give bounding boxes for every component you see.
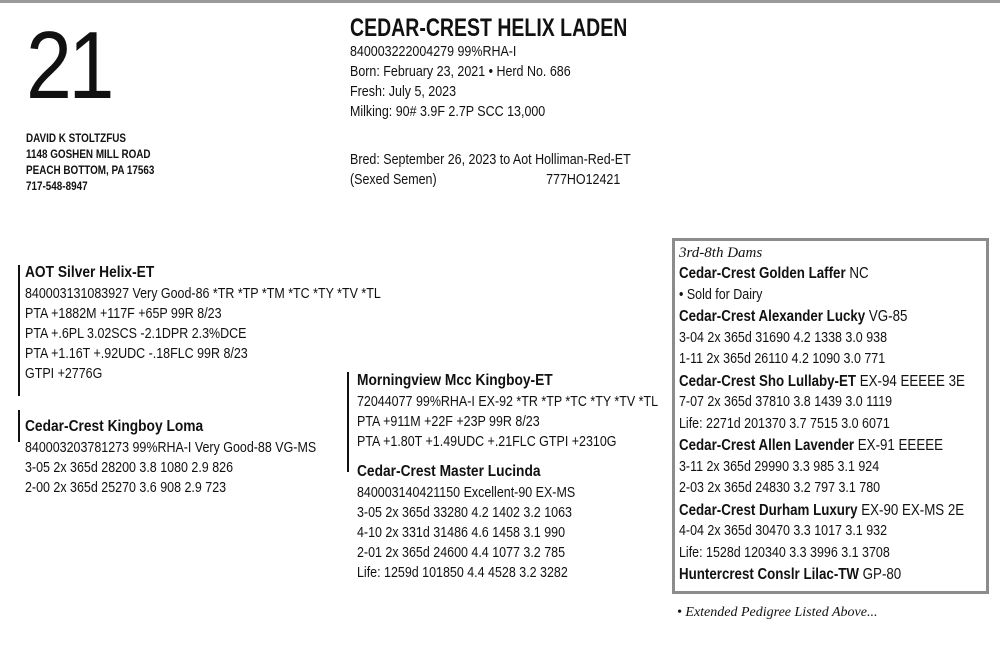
animal-born: Born: February 23, 2021 • Herd No. 686 bbox=[350, 64, 571, 80]
dam-lines bbox=[25, 438, 364, 498]
dam-entry-score: EX-90 EX-MS 2E bbox=[857, 501, 965, 519]
dam-record-line: 2-00 2x 365d 25270 3.6 908 2.9 723 bbox=[25, 480, 227, 496]
dam-entry-header bbox=[679, 306, 965, 328]
animal-milking: Milking: 90# 3.9F 2.7P SCC 13,000 bbox=[350, 104, 546, 120]
dam-entry-name: Cedar-Crest Durham Luxury bbox=[679, 501, 858, 519]
semen-type: (Sexed Semen) bbox=[350, 172, 437, 188]
dam-entry-score: EX-94 EEEEE 3E bbox=[856, 372, 965, 390]
maternal-dam-record-line: 4-10 2x 331d 31486 4.6 1458 3.1 990 bbox=[357, 525, 566, 541]
maternal-sire-name: Morningview Mcc Kingboy-ET bbox=[357, 372, 553, 389]
dam-entry-header bbox=[679, 435, 965, 457]
dam-entries bbox=[679, 263, 1000, 586]
sire-lines bbox=[25, 284, 439, 384]
dam-entry-line: 3-11 2x 365d 29990 3.3 985 3.1 924 bbox=[679, 458, 880, 475]
dam-name: Cedar-Crest Kingboy Loma bbox=[25, 418, 204, 435]
dam-entry-line: 4-04 2x 365d 30470 3.3 1017 3.1 932 bbox=[679, 523, 888, 539]
dam-entry-line: Life: 2271d 201370 3.7 7515 3.0 6071 bbox=[679, 415, 890, 432]
dam-entry-score: EX-91 EEEEE bbox=[854, 437, 943, 454]
maternal-bracket bbox=[347, 372, 349, 472]
extended-pedigree-note: • Extended Pedigree Listed Above... bbox=[677, 605, 878, 620]
maternal-dam-record-line: 3-05 2x 365d 33280 4.2 1402 3.2 1063 bbox=[357, 505, 572, 521]
sire-info-line: PTA +1882M +117F +65P 99R 8/23 bbox=[25, 306, 222, 322]
lot-number: 21 bbox=[26, 12, 111, 119]
dam-entry-name: Cedar-Crest Allen Lavender bbox=[679, 437, 855, 454]
consignor-block bbox=[26, 131, 154, 195]
dam-entry-score: NC bbox=[845, 265, 869, 282]
maternal-dam-record-line: 840003140421150 Excellent-90 EX-MS bbox=[357, 485, 576, 501]
dam-record-line: 840003203781273 99%RHA-I Very Good-88 VG-MS bbox=[25, 440, 317, 456]
sire-info-line: PTA +1.16T +.92UDC -.18FLC 99R 8/23 bbox=[25, 346, 248, 362]
maternal-dam-block bbox=[357, 461, 611, 583]
maternal-dam-record-line: 2-01 2x 365d 24600 4.4 1077 3.2 785 bbox=[357, 545, 566, 561]
sire-bracket bbox=[18, 265, 20, 396]
semen-row bbox=[350, 170, 694, 190]
dams-box-heading: 3rd-8th Dams bbox=[679, 245, 763, 261]
dam-entry-line: 7-07 2x 365d 37810 3.8 1439 3.0 1119 bbox=[679, 394, 893, 410]
dam-entry-line: • Sold for Dairy bbox=[679, 286, 763, 303]
sire-name: AOT Silver Helix-ET bbox=[25, 264, 155, 281]
animal-header bbox=[350, 14, 706, 122]
maternal-dam-lines bbox=[357, 483, 611, 583]
dam-entry-header bbox=[679, 371, 965, 393]
maternal-sire-info-line: PTA +1.80T +1.49UDC +.21FLC GTPI +2310G bbox=[357, 434, 617, 450]
maternal-sire-lines bbox=[357, 392, 707, 452]
animal-fresh: Fresh: July 5, 2023 bbox=[350, 84, 457, 100]
dam-entry-name: Cedar-Crest Alexander Lucky bbox=[679, 308, 866, 325]
dams-box-content bbox=[679, 244, 1000, 586]
dam-entry-name: Cedar-Crest Sho Lullaby-ET bbox=[679, 372, 857, 390]
consignor-address1: 1148 GOSHEN MILL ROAD bbox=[26, 149, 151, 161]
bred-block bbox=[350, 150, 750, 190]
dam-entry-line: 3-04 2x 365d 31690 4.2 1338 3.0 938 bbox=[679, 329, 888, 346]
consignor-address2: PEACH BOTTOM, PA 17563 bbox=[26, 165, 155, 177]
semen-code: 777HO12421 bbox=[546, 172, 621, 188]
consignor-name: DAVID K STOLTZFUS bbox=[26, 133, 127, 145]
maternal-sire-info-line: 72044077 99%RHA-I EX-92 *TR *TP *TC *TY *TV *TL bbox=[357, 394, 659, 410]
dam-entry-name: Huntercrest Conslr Lilac-TW bbox=[679, 566, 859, 583]
consignor-phone: 717-548-8947 bbox=[26, 181, 88, 193]
maternal-dam-name: Cedar-Crest Master Lucinda bbox=[357, 463, 541, 480]
maternal-sire-block bbox=[357, 370, 707, 452]
top-rule bbox=[0, 0, 1000, 3]
sire-info-line: 840003131083927 Very Good-86 *TR *TP *TM *TC *TY *TV *TL bbox=[25, 286, 381, 302]
dam-entry-score: GP-80 bbox=[858, 566, 902, 583]
maternal-dam-record-line: Life: 1259d 101850 4.4 4528 3.2 3282 bbox=[357, 565, 568, 581]
dam-entry-header bbox=[679, 263, 965, 285]
dam-entry-line: 2-03 2x 365d 24830 3.2 797 3.1 780 bbox=[679, 480, 881, 496]
maternal-sire-info-line: PTA +911M +22F +23P 99R 8/23 bbox=[357, 414, 540, 430]
dam-entry-header bbox=[679, 500, 965, 522]
dam-entry-header bbox=[679, 564, 965, 586]
dam-entry-score: VG-85 bbox=[865, 308, 908, 325]
dam-block bbox=[25, 416, 364, 498]
dam-bracket bbox=[18, 410, 20, 442]
animal-id: 840003222004279 99%RHA-I bbox=[350, 44, 517, 60]
animal-name: CEDAR-CREST HELIX LADEN bbox=[350, 14, 628, 42]
sire-info-line: GTPI +2776G bbox=[25, 366, 103, 382]
dam-entry-line: Life: 1528d 120340 3.3 3996 3.1 3708 bbox=[679, 544, 890, 561]
dam-entry-line: 1-11 2x 365d 26110 4.2 1090 3.0 771 bbox=[679, 351, 886, 367]
bred-line: Bred: September 26, 2023 to Aot Holliman-Red-ET bbox=[350, 152, 631, 168]
dam-entry-name: Cedar-Crest Golden Laffer bbox=[679, 265, 846, 282]
sire-info-line: PTA +.6PL 3.02SCS -2.1DPR 2.3%DCE bbox=[25, 326, 247, 342]
dam-record-line: 3-05 2x 365d 28200 3.8 1080 2.9 826 bbox=[25, 460, 234, 476]
sire-block bbox=[25, 262, 439, 384]
